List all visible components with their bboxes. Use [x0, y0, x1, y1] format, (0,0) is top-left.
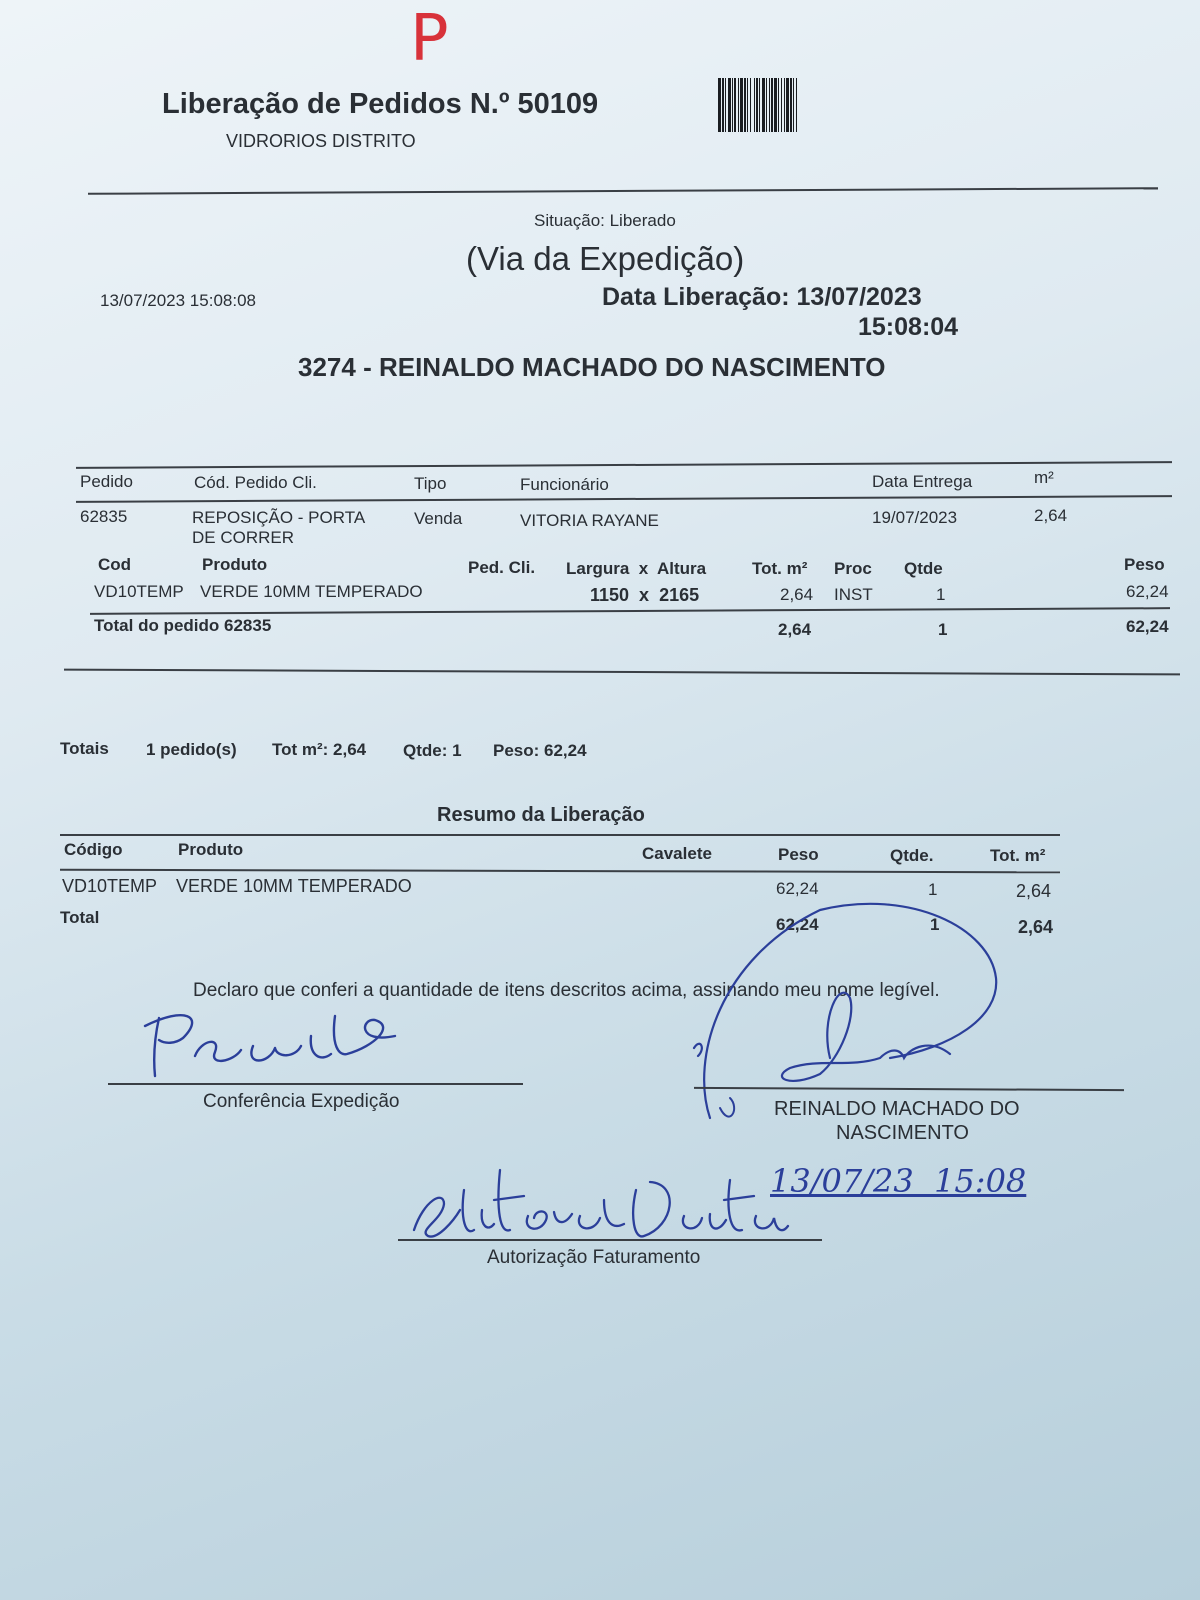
item-col-tot-m2: Tot. m² — [752, 559, 808, 578]
order-funcionario: VITORIA RAYANE — [520, 511, 659, 530]
summary-col-cavalete: Cavalete — [642, 844, 712, 863]
item-total-qtde: 1 — [938, 620, 948, 639]
summary-tot-m2: 2,64 — [1016, 881, 1052, 901]
col-cod-pedido-cli: Cód. Pedido Cli. — [194, 473, 317, 492]
summary-header-rule — [60, 869, 1060, 874]
summary-total-peso: 62,24 — [776, 915, 819, 934]
document-title: Liberação de Pedidos N.º 50109 — [162, 88, 599, 120]
item-produto: VERDE 10MM TEMPERADO — [200, 582, 423, 601]
order-section-bottom-rule — [64, 669, 1180, 676]
item-col-qtde: Qtde — [904, 559, 943, 578]
summary-col-peso: Peso — [778, 845, 819, 864]
order-table-header-rule — [76, 495, 1172, 503]
handwritten-mark: P — [410, 2, 449, 76]
totals-qtde: Qtde: 1 — [403, 741, 462, 760]
item-qtde: 1 — [936, 585, 946, 604]
totals-tot-m2: Tot m²: 2,64 — [272, 740, 367, 759]
barcode — [718, 78, 906, 132]
item-total-label: Total do pedido 62835 — [94, 616, 272, 635]
item-col-peso: Peso — [1124, 555, 1165, 574]
totals-pedidos: 1 pedido(s) — [146, 740, 237, 759]
client-name-line1: REINALDO MACHADO DO — [774, 1098, 1020, 1120]
order-table-top-rule — [76, 461, 1172, 469]
item-tot-m2: 2,64 — [780, 585, 814, 604]
item-total-peso: 62,24 — [1126, 617, 1169, 636]
client-name: 3274 - REINALDO MACHADO DO NASCIMENTO — [298, 352, 886, 382]
summary-col-tot-m2: Tot. m² — [990, 846, 1046, 865]
col-funcionario: Funcionário — [520, 475, 609, 494]
printed-timestamp: 13/07/2023 15:08:08 — [100, 291, 256, 310]
col-pedido: Pedido — [80, 472, 133, 491]
item-col-largura-altura: Largura x Altura — [566, 559, 707, 578]
col-m2: m² — [1034, 468, 1054, 487]
declaration-text: Declaro que conferi a quantidade de itens descritos acima, assinando meu nome legível. — [193, 980, 940, 1001]
item-total-rule — [90, 607, 1170, 615]
summary-qtde: 1 — [928, 880, 938, 899]
barcode-bar — [797, 78, 800, 132]
order-tipo: Venda — [414, 509, 463, 528]
order-cod-cli-line2: DE CORRER — [192, 528, 295, 547]
item-cod: VD10TEMP — [94, 582, 184, 601]
summary-col-codigo: Código — [64, 840, 123, 859]
client-name-line2: NASCIMENTO — [836, 1122, 969, 1144]
summary-col-qtde: Qtde. — [890, 846, 934, 865]
data-liberacao: Data Liberação: 13/07/2023 — [602, 283, 922, 311]
conferencia-signature — [125, 996, 425, 1086]
order-m2: 2,64 — [1034, 506, 1068, 525]
item-largura-altura: 1150 x 2165 — [590, 585, 700, 605]
data-liberacao-time: 15:08:04 — [858, 313, 959, 341]
situacao-text: Situação: Liberado — [534, 211, 676, 230]
totals-label: Totais — [60, 739, 109, 758]
col-data-entrega: Data Entrega — [872, 472, 973, 491]
order-cod-cli-line1: REPOSIÇÃO - PORTA — [192, 508, 366, 527]
totals-peso: Peso: 62,24 — [493, 741, 587, 760]
summary-total-label: Total — [60, 908, 100, 927]
summary-title: Resumo da Liberação — [437, 804, 645, 826]
summary-total-tot-m2: 2,64 — [1018, 917, 1054, 937]
summary-total-qtde: 1 — [930, 915, 940, 934]
summary-top-rule — [60, 834, 1060, 836]
conferencia-line — [108, 1083, 523, 1085]
item-col-proc: Proc — [834, 559, 872, 578]
header-divider — [88, 187, 1158, 195]
handwritten-date: 13/07/23 15:08 — [770, 1162, 1027, 1200]
item-col-cod: Cod — [98, 555, 132, 574]
summary-produto: VERDE 10MM TEMPERADO — [176, 876, 412, 896]
order-data-entrega: 19/07/2023 — [872, 508, 958, 527]
summary-col-produto: Produto — [178, 840, 244, 859]
item-proc: INST — [834, 585, 873, 604]
company-name: VIDRORIOS DISTRITO — [226, 131, 416, 151]
summary-codigo: VD10TEMP — [62, 876, 158, 896]
item-peso: 62,24 — [1126, 582, 1169, 601]
via-text: (Via da Expedição) — [466, 240, 745, 277]
autorizacao-line — [398, 1239, 822, 1241]
autorizacao-signature — [404, 1160, 784, 1250]
order-pedido: 62835 — [80, 507, 128, 526]
item-col-produto: Produto — [202, 555, 268, 574]
col-tipo: Tipo — [414, 474, 447, 493]
summary-peso: 62,24 — [776, 879, 819, 898]
item-col-ped-cli: Ped. Cli. — [468, 558, 536, 577]
autorizacao-label: Autorização Faturamento — [487, 1247, 701, 1268]
conferencia-label: Conferência Expedição — [203, 1091, 400, 1112]
item-total-tot-m2: 2,64 — [778, 620, 812, 639]
